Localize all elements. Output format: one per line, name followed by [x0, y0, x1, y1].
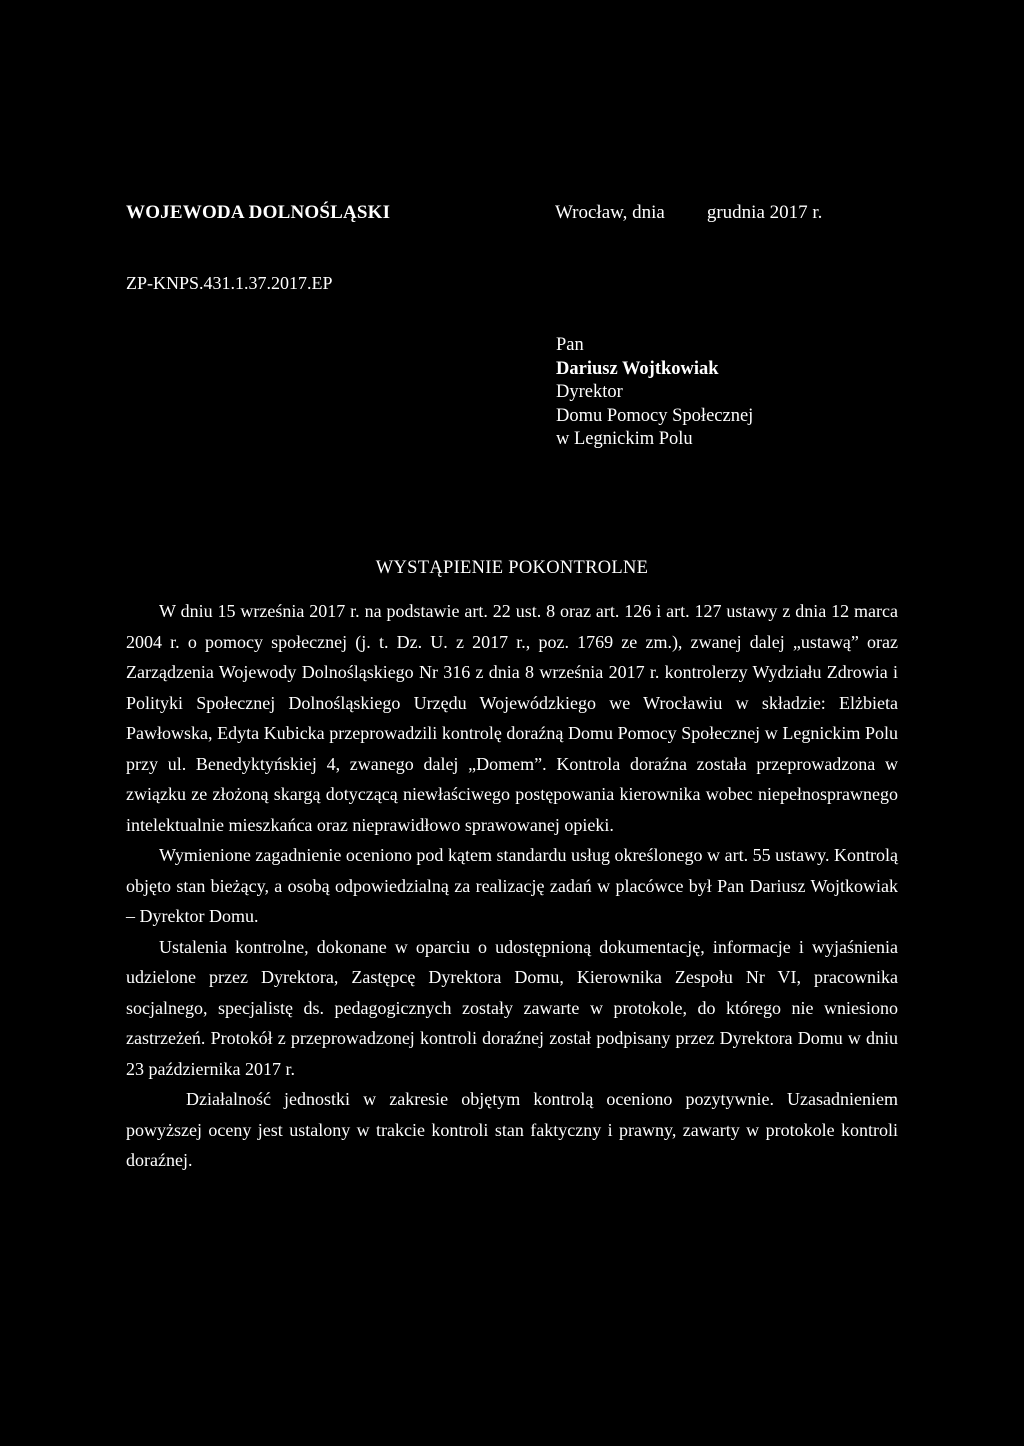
reference-number: ZP-KNPS.431.1.37.2017.EP — [126, 273, 333, 293]
place-date-suffix: grudnia 2017 r. — [706, 202, 823, 223]
paragraph-1: W dniu 15 września 2017 r. na podstawie art. 22 ust. 8 oraz art. 126 i art. 127 ustawy z dnia 12 marca 2004 r. o pomocy społecznej (j. t. Dz. U. z 2017 r., poz. 1769 ze zm.), zwanej dalej „ustawą” oraz Zarządzenia Wojewody Dolnośląskiego Nr 316 z dnia 8 września 2017 r. kontrolerzy Wydziału Zdrowia i Polityki Społecznej Dolnośląskiego Urzędu Wojewódzkiego we Wrocławiu w składzie: Elżbieta Pawłowska, Edyta Kubicka przeprowadzili kontrolę doraźną Domu Pomocy Społecznej w Legnickim Polu przy ul. Benedyktyńskiej 4, zwanego dalej „Domem”. Kontrola doraźna została przeprowadzona w związku ze złożoną skargą dotyczącą niewłaściwego postępowania kierownika wobec niepełnosprawnego intelektualnie mieszkańca oraz nieprawidłowo sprawowanej opieki. — [126, 601, 898, 835]
document-title: WYSTĄPIENIE POKONTROLNE — [375, 558, 649, 578]
paragraph-3: Ustalenia kontrolne, dokonane w oparciu o udostępnioną dokumentację, informacje i wyjaśnienia udzielone przez Dyrektora, Zastępcę Dyrektora Domu, Kierownika Zespołu Nr VI, pracownika socjalnego, specjalistę ds. pedagogicznych zostały zawarte w protokole, do którego nie wniesiono zastrzeżeń. Protokół z przeprowadzonej kontroli doraźnej został podpisany przez Dyrektora Domu w dniu 23 października 2017 r. — [126, 936, 898, 1079]
addressee-block — [556, 334, 753, 452]
document-body — [126, 596, 898, 1176]
addressee-location: w Legnickim Polu — [556, 429, 693, 449]
addressee-name: Dariusz Wojtkowiak — [556, 358, 719, 379]
issuing-authority: WOJEWODA DOLNOŚLĄSKI — [126, 202, 391, 223]
addressee-salutation: Pan — [556, 335, 584, 355]
paragraph-2: Wymienione zagadnienie oceniono pod kątem standardu usług określonego w art. 55 ustawy. Kontrolą objęto stan bieżący, a osobą odpowiedzialną za realizację zadań w placówce był Pan Dariusz Wojtkowiak – Dyrektor Domu. — [126, 845, 898, 926]
addressee-position: Dyrektor — [556, 382, 623, 402]
addressee-institution: Domu Pomocy Społecznej — [556, 405, 754, 426]
place-and-date — [555, 202, 822, 224]
place-date-prefix: Wrocław, dnia — [555, 202, 665, 223]
paragraph-4: Działalność jednostki w zakresie objętym kontrolą oceniono pozytywnie. Uzasadnieniem powyższej oceny jest ustalony w trakcie kontroli stan faktyczny i prawny, zawarty w protokole kontroli doraźnej. — [126, 1089, 898, 1170]
